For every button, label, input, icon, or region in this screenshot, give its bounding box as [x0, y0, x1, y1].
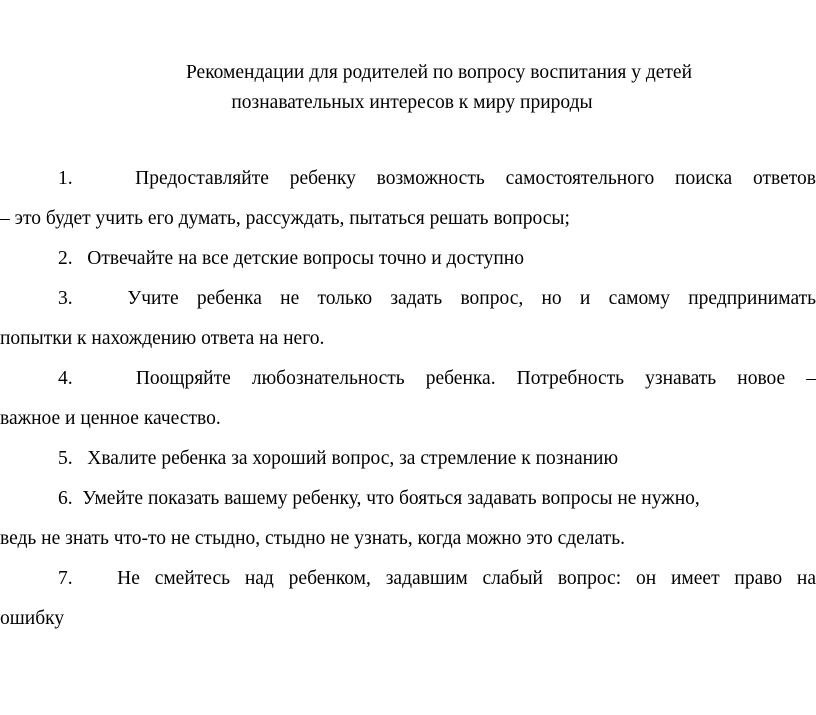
- document-title-line-1: Рекомендации для родителей по вопросу воспитания у детей: [185, 62, 693, 83]
- list-item-4-continuation: важное и ценное качество.: [0, 408, 221, 429]
- list-item-3-text: Учите ребенка не только задать вопрос, но и самому предпринимать: [127, 288, 816, 309]
- list-item-3-first-line: [0, 282, 816, 316]
- list-item-6-first-line: [0, 482, 816, 516]
- list-item-6-continuation: ведь не знать что-то не стыдно, стыдно не узнать, когда можно это сделать.: [0, 528, 625, 549]
- list-item-5-first-line: [0, 442, 816, 476]
- list-item-7-first-line: [0, 562, 816, 596]
- list-item-7-number: 7.: [58, 568, 73, 589]
- list-item-1-text: Предоставляйте ребенку возможность самостоятельного поиска ответов: [135, 168, 816, 189]
- list-item-5-text: Хвалите ребенка за хороший вопрос, за стремление к познанию: [87, 448, 619, 469]
- list-item-1-number: 1.: [58, 168, 73, 189]
- list-item-7-continuation: ошибку: [0, 608, 65, 629]
- document-title-line-2: познавательных интересов к миру природы: [231, 92, 593, 113]
- list-item-1-first-line: [0, 162, 816, 196]
- list-item-2-number: 2.: [58, 248, 73, 269]
- list-item-6-number: 6.: [58, 488, 73, 509]
- list-item-4-number: 4.: [58, 368, 73, 389]
- list-item-3-continuation: попытки к нахождению ответа на него.: [0, 328, 325, 349]
- list-item-2-first-line: [0, 242, 816, 276]
- list-item-3-number: 3.: [58, 288, 73, 309]
- list-item-6-text: Умейте показать вашему ребенку, что бояться задавать вопросы не нужно,: [82, 488, 700, 509]
- list-item-4-text: Поощряйте любознательность ребенка. Потребность узнавать новое –: [135, 368, 816, 389]
- list-item-7-text: Не смейтесь над ребенком, задавшим слабый вопрос: он имеет право на: [117, 568, 816, 589]
- list-item-1-continuation: – это будет учить его думать, рассуждать, пытаться решать вопросы;: [0, 208, 570, 229]
- list-item-5-number: 5.: [58, 448, 73, 469]
- list-item-4-first-line: [0, 362, 816, 396]
- list-item-2-text: Отвечайте на все детские вопросы точно и доступно: [87, 248, 524, 269]
